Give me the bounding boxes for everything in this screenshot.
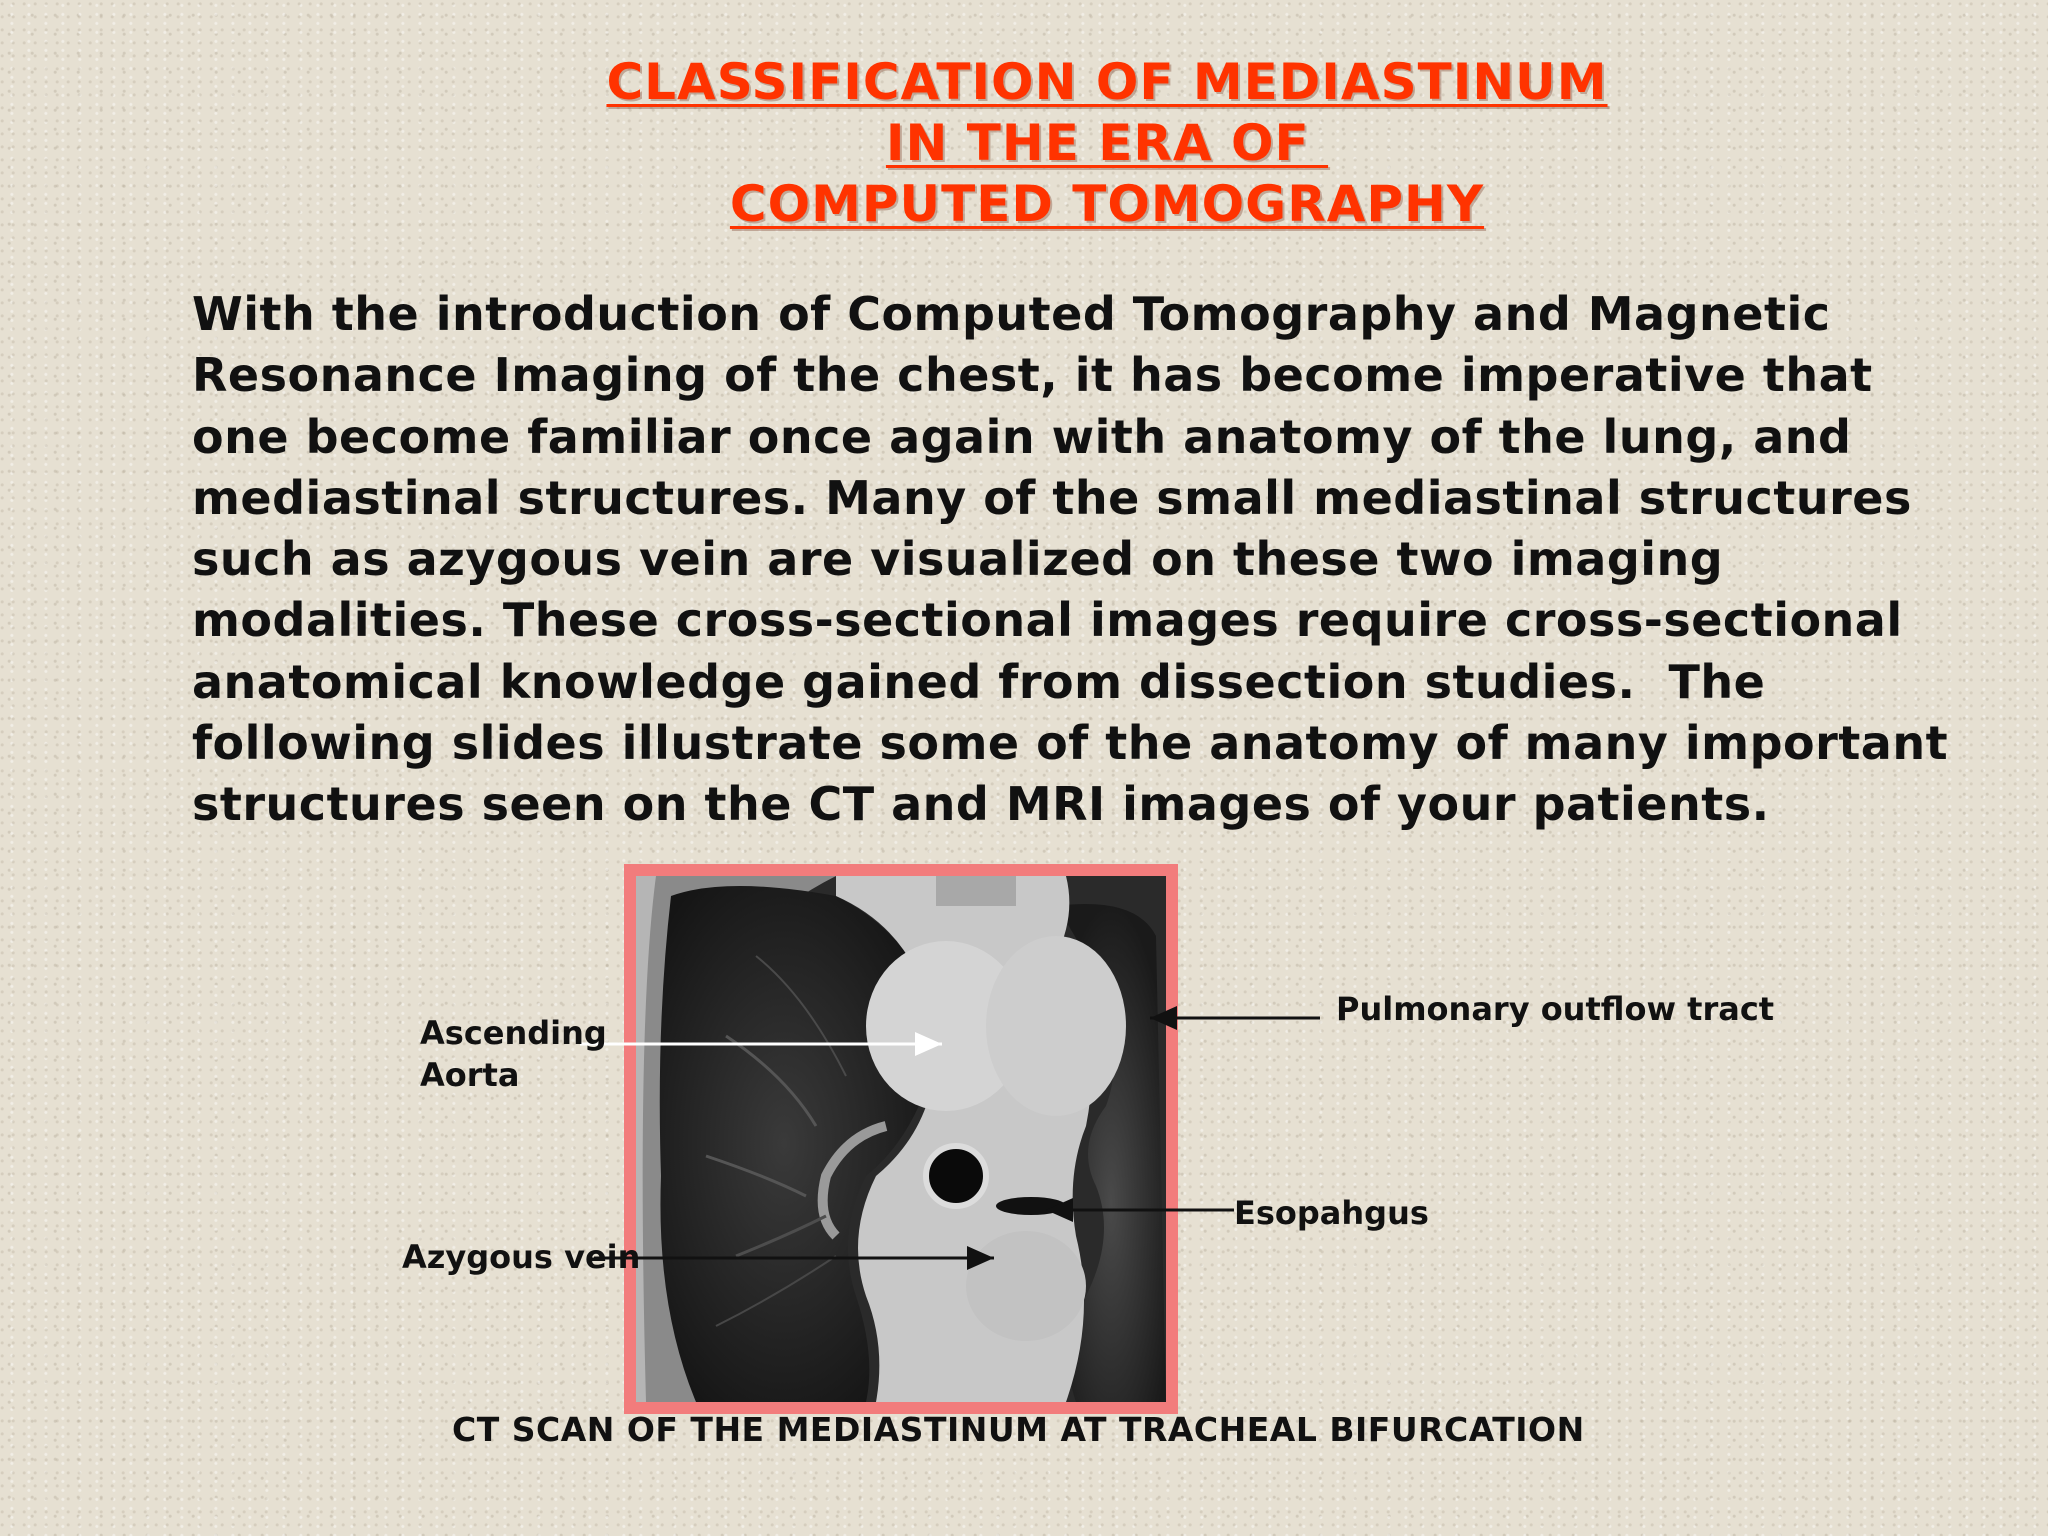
paragraph-line: mediastinal structures. Many of the small mediastinal structures [192,470,1912,525]
title-line-3: COMPUTED TOMOGRAPHY [729,175,1485,233]
paragraph-line: modalities. These cross-sectional images require cross-sectional [192,593,1903,648]
paragraph-line: following slides illustrate some of the anatomy of many important [192,716,1949,771]
label-pulmonary-outflow-tract: Pulmonary outflow tract [1336,990,1775,1028]
paragraph-line: one become familiar once again with anatomy of the lung, and [192,409,1852,464]
label-azygous-vein: Azygous vein [402,1238,641,1276]
figure-caption: CT SCAN OF THE MEDIASTINUM AT TRACHEAL BIFURCATION [452,1410,1585,1449]
paragraph-line: Resonance Imaging of the chest, it has become imperative that [192,348,1873,403]
paragraph-line: anatomical knowledge gained from dissection studies. The [192,654,1766,709]
paragraph-line: With the introduction of Computed Tomography and Magnetic [192,287,1831,341]
label-esophagus: Esopahgus [1234,1194,1429,1232]
title-line-2: IN THE ERA OF [885,114,1329,172]
paragraph-line: such as azygous vein are visualized on these two imaging [192,532,1724,587]
title-line-1: CLASSIFICATION OF MEDIASTINUM [606,53,1608,111]
paragraph-line: structures seen on the CT and MRI images of your patients. [192,777,1770,832]
label-ascending-aorta: Ascending Aorta [420,1014,607,1094]
